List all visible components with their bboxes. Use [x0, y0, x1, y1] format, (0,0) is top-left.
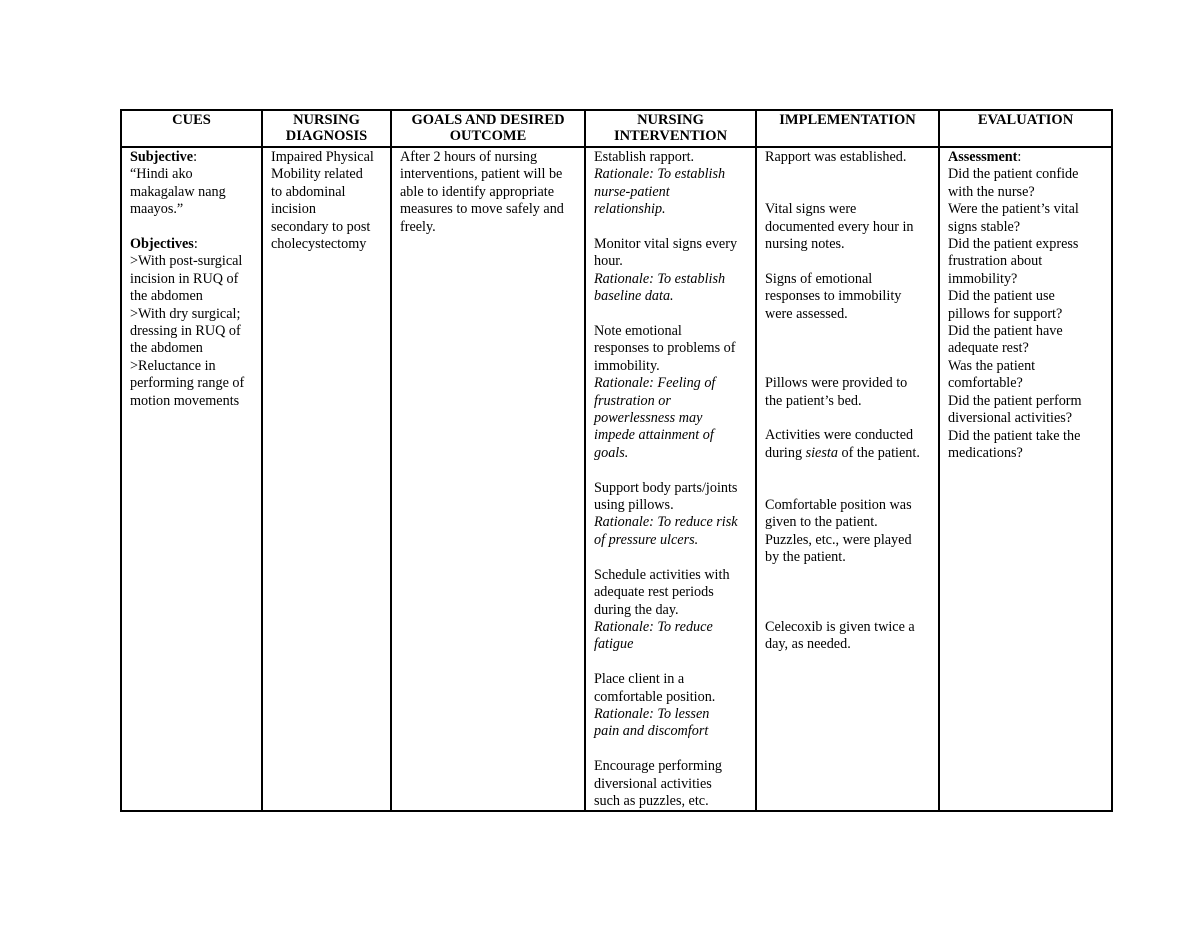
objective-line: motion movements — [130, 392, 240, 409]
implementation-line: nursing notes. — [765, 236, 845, 252]
diagnosis-line: Mobility related — [271, 166, 363, 183]
rationale-line: frustration or — [594, 392, 671, 409]
diagnosis-line: to abdominal — [271, 183, 346, 200]
header-row — [121, 110, 1112, 147]
objective-line: the abdomen — [130, 340, 203, 357]
objective-line: dressing in RUQ of — [130, 323, 241, 340]
content-row — [121, 147, 1112, 811]
rationale-line: baseline data. — [594, 288, 674, 305]
goals-line: measures to move safely and — [400, 201, 564, 218]
implementation-line — [765, 166, 932, 183]
header-evaluation: EVALUATION — [939, 110, 1112, 147]
header-goals-outcome: GOALS AND DESIRED OUTCOME — [391, 110, 585, 147]
diagnosis-line: incision — [271, 201, 316, 218]
implementation-line: Pillows were provided to — [765, 375, 908, 392]
rationale-line: Rationale: To lessen — [594, 705, 710, 722]
objectives-label: Objectives — [130, 236, 194, 253]
evaluation-question: frustration about — [948, 253, 1043, 270]
header-nursing-intervention: NURSING INTERVENTION — [585, 110, 756, 147]
header-nursing-diagnosis: NURSING DIAGNOSIS — [262, 110, 391, 147]
implementation-line: by the patient. — [765, 549, 846, 566]
intervention-line: Encourage performing — [594, 758, 723, 775]
implementation-line: documented every hour in — [765, 218, 914, 235]
rationale-line: Rationale: To establish — [594, 270, 726, 287]
implementation-line — [765, 480, 932, 497]
implementation-line: Rapport was established. — [765, 149, 907, 165]
goals-line: able to identify appropriate — [400, 183, 555, 200]
implementation-list — [757, 148, 938, 654]
rationale-line: relationship. — [594, 201, 666, 218]
evaluation-question: with the nurse? — [948, 183, 1035, 200]
intervention-line — [594, 306, 749, 323]
implementation-line — [765, 601, 932, 618]
intervention-line: immobility. — [594, 357, 660, 374]
intervention-line: Establish rapport. — [594, 149, 695, 165]
intervention-list — [586, 148, 755, 810]
evaluation-question: pillows for support? — [948, 305, 1063, 322]
objective-line: >With dry surgical; — [130, 305, 241, 322]
implementation-line: Signs of emotional — [765, 270, 873, 287]
implementation-cell — [756, 147, 939, 811]
implementation-line — [765, 567, 932, 584]
evaluation-question: medications? — [948, 444, 1023, 461]
objective-line: performing range of — [130, 375, 245, 392]
evaluation-list: Assessment: Did the patient confide with the nurse? Were the patient’s vital signs stable? Did the patient express frustration about immobility? Did the patient use pillows for support? Did the patient have adequate rest? Was the patient comfortable? Did the patient perform diversional activities? Did the patient take the medications? — [940, 148, 1111, 462]
rationale-line: Rationale: To reduce risk — [594, 514, 738, 531]
evaluation-question: diversional activities? — [948, 410, 1073, 427]
intervention-line: Support body parts/joints — [594, 479, 738, 496]
objective-line: incision in RUQ of — [130, 270, 239, 287]
intervention-line: responses to problems of — [594, 340, 736, 357]
implementation-line — [765, 410, 932, 427]
evaluation-question: Did the patient take the — [948, 427, 1081, 444]
implementation-line: Comfortable position was — [765, 496, 912, 513]
implementation-line: Vital signs were — [765, 201, 857, 218]
nursing-care-plan-table — [120, 109, 1113, 812]
goals-line: freely. — [400, 218, 436, 235]
implementation-line — [765, 340, 932, 357]
rationale-line: powerlessness may — [594, 410, 703, 427]
header-implementation: IMPLEMENTATION — [756, 110, 939, 147]
intervention-line: adequate rest periods — [594, 584, 714, 601]
evaluation-question: signs stable? — [948, 218, 1021, 235]
evaluation-question: Was the patient — [948, 357, 1036, 374]
implementation-line — [765, 358, 932, 375]
implementation-line: responses to immobility — [765, 288, 902, 305]
evaluation-cell — [939, 147, 1112, 811]
implementation-line: the patient’s bed. — [765, 392, 862, 409]
intervention-line: hour. — [594, 253, 623, 270]
header-cues: CUES — [121, 110, 262, 147]
implementation-line — [765, 184, 932, 201]
intervention-line: Note emotional — [594, 323, 682, 340]
implementation-line — [765, 584, 932, 601]
rationale-line: Rationale: Feeling of — [594, 375, 716, 392]
implementation-line: Puzzles, etc., were played — [765, 531, 912, 548]
rationale-line: of pressure ulcers. — [594, 531, 699, 548]
cues-cell: Subjective: “Hindi ako makagalaw nang maayos.” Objectives: >With post-surgical incision in RUQ of the abdomen >With dry surgical; dressing in RUQ of the abdomen >Reluctance in performing range of motion movements — [121, 147, 262, 811]
evaluation-question: Were the patient’s vital — [948, 201, 1079, 218]
implementation-line — [765, 462, 932, 479]
rationale-line: pain and discomfort — [594, 723, 709, 740]
intervention-line: Schedule activities with — [594, 566, 730, 583]
rationale-line: Rationale: To reduce — [594, 618, 713, 635]
implementation-line — [765, 323, 932, 340]
subjective-line: maayos.” — [130, 201, 184, 218]
intervention-line: diversional activities — [594, 775, 712, 792]
diagnosis-line: Impaired Physical — [271, 149, 374, 165]
intervention-line: using pillows. — [594, 497, 674, 514]
goals-line: interventions, patient will be — [400, 166, 563, 183]
intervention-line — [594, 219, 749, 236]
intervention-cell — [585, 147, 756, 811]
intervention-line: during the day. — [594, 601, 679, 618]
implementation-line: were assessed. — [765, 305, 848, 322]
evaluation-question: adequate rest? — [948, 340, 1029, 357]
evaluation-question: comfortable? — [948, 375, 1023, 392]
rationale-line: Rationale: To establish — [594, 166, 726, 183]
implementation-line: during siesta of the patient. — [765, 444, 920, 461]
evaluation-question: Did the patient use — [948, 288, 1055, 305]
diagnosis-line: cholecystectomy — [271, 236, 367, 253]
objective-line: >Reluctance in — [130, 357, 216, 374]
objective-line: the abdomen — [130, 288, 203, 305]
implementation-line: day, as needed. — [765, 636, 851, 653]
goals-cell — [391, 147, 585, 811]
intervention-line — [594, 462, 749, 479]
subjective-line: “Hindi ako — [130, 166, 193, 183]
implementation-line — [765, 253, 932, 270]
implementation-line: Celecoxib is given twice a — [765, 618, 915, 635]
subjective-line: makagalaw nang — [130, 183, 226, 200]
intervention-line — [594, 549, 749, 566]
evaluation-question: immobility? — [948, 270, 1018, 287]
intervention-line: such as puzzles, etc. — [594, 792, 709, 809]
intervention-line — [594, 741, 749, 758]
goals-line: After 2 hours of nursing — [400, 149, 538, 165]
intervention-line: Monitor vital signs every — [594, 236, 738, 253]
rationale-line: fatigue — [594, 636, 634, 653]
objective-line: >With post-surgical — [130, 253, 243, 270]
evaluation-question: Did the patient have — [948, 323, 1063, 340]
diagnosis-line: secondary to post — [271, 218, 371, 235]
rationale-line: nurse-patient — [594, 183, 670, 200]
evaluation-question: Did the patient express — [948, 236, 1079, 253]
evaluation-question: Did the patient confide — [948, 166, 1079, 183]
intervention-line: comfortable position. — [594, 688, 716, 705]
implementation-line: given to the patient. — [765, 514, 878, 531]
intervention-line: Place client in a — [594, 671, 685, 688]
rationale-line: impede attainment of — [594, 427, 714, 444]
intervention-line — [594, 654, 749, 671]
evaluation-question: Did the patient perform — [948, 392, 1082, 409]
rationale-line: goals. — [594, 444, 629, 461]
diagnosis-cell — [262, 147, 391, 811]
implementation-line: Activities were conducted — [765, 427, 914, 444]
subjective-label: Subjective — [130, 149, 194, 165]
assessment-label: Assessment — [948, 149, 1018, 165]
